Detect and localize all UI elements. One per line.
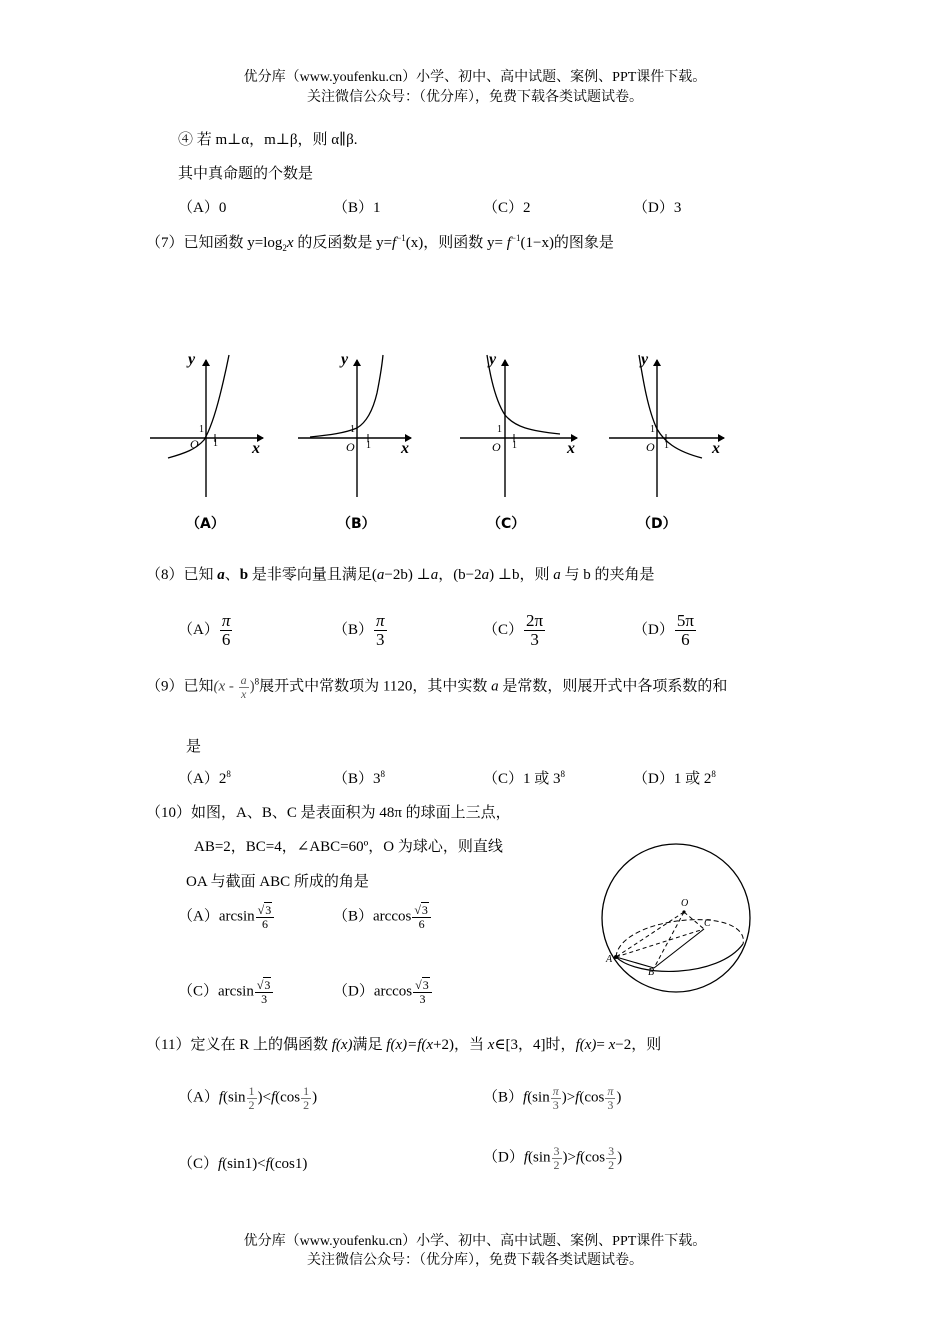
q7-stem: （7）已知函数 $y=\log_2x$ 的反函数是 $y=f^{-1}(x)$，则函数 $y= f^{-1}(1-x)$的图象是 bbox=[146, 233, 614, 253]
graph-a-y-label: y bbox=[188, 351, 196, 368]
q9-option-c: （C）1 或 $3^8$ bbox=[483, 769, 566, 787]
graph-d-label: （D） bbox=[637, 516, 677, 532]
sphere-point-b: B bbox=[648, 967, 655, 978]
q8-option-c: （C） $\frac{2\pi}{3}$ bbox=[483, 611, 544, 649]
sphere-point-c: C bbox=[704, 918, 711, 929]
sphere-point-a: A bbox=[606, 954, 613, 965]
sphere-outline bbox=[602, 844, 750, 992]
graph-d-origin: O bbox=[646, 440, 655, 454]
graph-b-y-label: y bbox=[341, 351, 349, 368]
graph-d-x-label: x bbox=[712, 440, 720, 457]
q11-option-b: （B）f(sin $\frac{\pi}{3}$ )>f(cos $\frac{\pi}{3}$ ) bbox=[483, 1084, 622, 1112]
q10-option-d: （D）arccos $\frac{√3}{3}$ bbox=[333, 979, 433, 1005]
q9-option-a: $(A)2^8$ bbox=[178, 769, 231, 787]
q10-line-3: OA 与截面 ABC 所成的角是 bbox=[186, 874, 369, 890]
graph-d bbox=[609, 355, 724, 497]
q8-stem: （8）已知 a、b 是非零向量且满足(a−2b) ⊥a，(b−2a) ⊥b，则 a 与 b 的夹角是 bbox=[146, 567, 655, 583]
q10-option-a: （A）arcsin $\frac{√3}{6}$ bbox=[178, 904, 275, 930]
q10-line-1: （10）如图，A、B、C 是表面积为 48π 的球面上三点， bbox=[146, 805, 511, 821]
q10-sphere-figure bbox=[598, 832, 758, 1012]
header-line-1: 优分库（www.youfenku.cn）小学、初中、高中试题、案例、PPT课件下载。 bbox=[243, 70, 707, 85]
q6-option-b: （B）1 bbox=[333, 200, 381, 216]
graph-d-x-one: 1 bbox=[664, 440, 669, 451]
q10-option-b: （B）arccos $\frac{√3}{6}$ bbox=[333, 904, 432, 930]
q9-stem-cont: 是 bbox=[186, 739, 202, 755]
q6-option-a: （A）0 bbox=[178, 200, 227, 216]
graph-c-x-label: x bbox=[567, 440, 575, 457]
graph-d-y-one: 1 bbox=[650, 424, 655, 435]
q11-option-d: （D）f(sin $\frac{3}{2}$ )>f(cos $\frac{3}{2}$ ) bbox=[483, 1144, 623, 1172]
graph-b-x-one: 1 bbox=[366, 440, 371, 451]
q10-option-c: （C）arcsin $\frac{√3}{3}$ bbox=[178, 979, 274, 1005]
graph-c-origin: O bbox=[492, 440, 501, 454]
footer-line-2: 关注微信公众号：（优分库），免费下载各类试题试卷。 bbox=[307, 1253, 643, 1268]
q9-stem: （9）已知(x - $\frac{a}{x}$ )$^8$展开式中常数项为 1120，其中实数 a 是常数，则展开式中各项系数的和 bbox=[146, 673, 728, 701]
graph-b-x-label: x bbox=[401, 440, 409, 457]
graph-c-y-one: 1 bbox=[497, 424, 502, 435]
graph-a-y-one: 1 bbox=[199, 424, 204, 435]
graph-a-x-label: x bbox=[252, 440, 260, 457]
q8-option-d: （D） $\frac{5\pi}{6}$ bbox=[633, 611, 694, 649]
graph-c-x-one: 1 bbox=[512, 440, 517, 451]
section-back-arc bbox=[616, 920, 743, 957]
graph-a-x-one: 1 bbox=[213, 438, 218, 449]
q10-line-2: AB=2，BC=4，∠ABC=60º，O 为球心，则直线 bbox=[194, 839, 503, 855]
q7-graphs bbox=[0, 345, 950, 545]
graph-b-y-one: 1 bbox=[350, 424, 355, 435]
q6-question: 其中真命题的个数是 bbox=[178, 166, 314, 182]
q11-option-a: （A）f(sin $\frac{1}{2}$ )<f(cos $\frac{1}{2}$ ) bbox=[178, 1084, 318, 1112]
graph-c bbox=[460, 355, 577, 497]
q11-option-c: （C）f(sin1)<f(cos1) bbox=[178, 1156, 308, 1172]
q8-option-a: （A） $\frac{\pi}{6}$ bbox=[178, 611, 231, 649]
graph-b-label: （B） bbox=[337, 516, 376, 532]
graph-b-origin: O bbox=[346, 440, 355, 454]
graph-d-y-label: y bbox=[641, 351, 649, 368]
q8-option-b: （B） $\frac{\pi}{3}$ bbox=[333, 611, 385, 649]
graph-a bbox=[150, 355, 263, 497]
graph-a-label: （A） bbox=[186, 516, 225, 532]
sphere-point-o: O bbox=[681, 898, 689, 909]
q6-item-4: ④ 若 m⊥α，m⊥β，则 α∥β. bbox=[178, 132, 358, 148]
graph-c-y-label: y bbox=[489, 351, 497, 368]
q6-option-d: （D）3 bbox=[633, 200, 682, 216]
q9-option-d: （D）1 或 $2^8$ bbox=[633, 769, 716, 787]
graph-c-label: （C） bbox=[487, 516, 526, 532]
q9-option-b: $(B)3^8$ bbox=[333, 769, 386, 787]
footer-line-1: 优分库（www.youfenku.cn）小学、初中、高中试题、案例、PPT课件下载。 bbox=[243, 1234, 707, 1249]
header-line-2: 关注微信公众号：（优分库），免费下载各类试题试卷。 bbox=[307, 90, 643, 105]
q6-option-c: （C）2 bbox=[483, 200, 531, 216]
graph-a-origin: O bbox=[190, 437, 199, 451]
q11-stem: （11）定义在 R 上的偶函数 f(x)满足 f(x)=f(x+2)，当 x∈[3，4]时，f(x)= x−2，则 bbox=[146, 1037, 662, 1053]
graph-c-curve bbox=[487, 355, 560, 434]
